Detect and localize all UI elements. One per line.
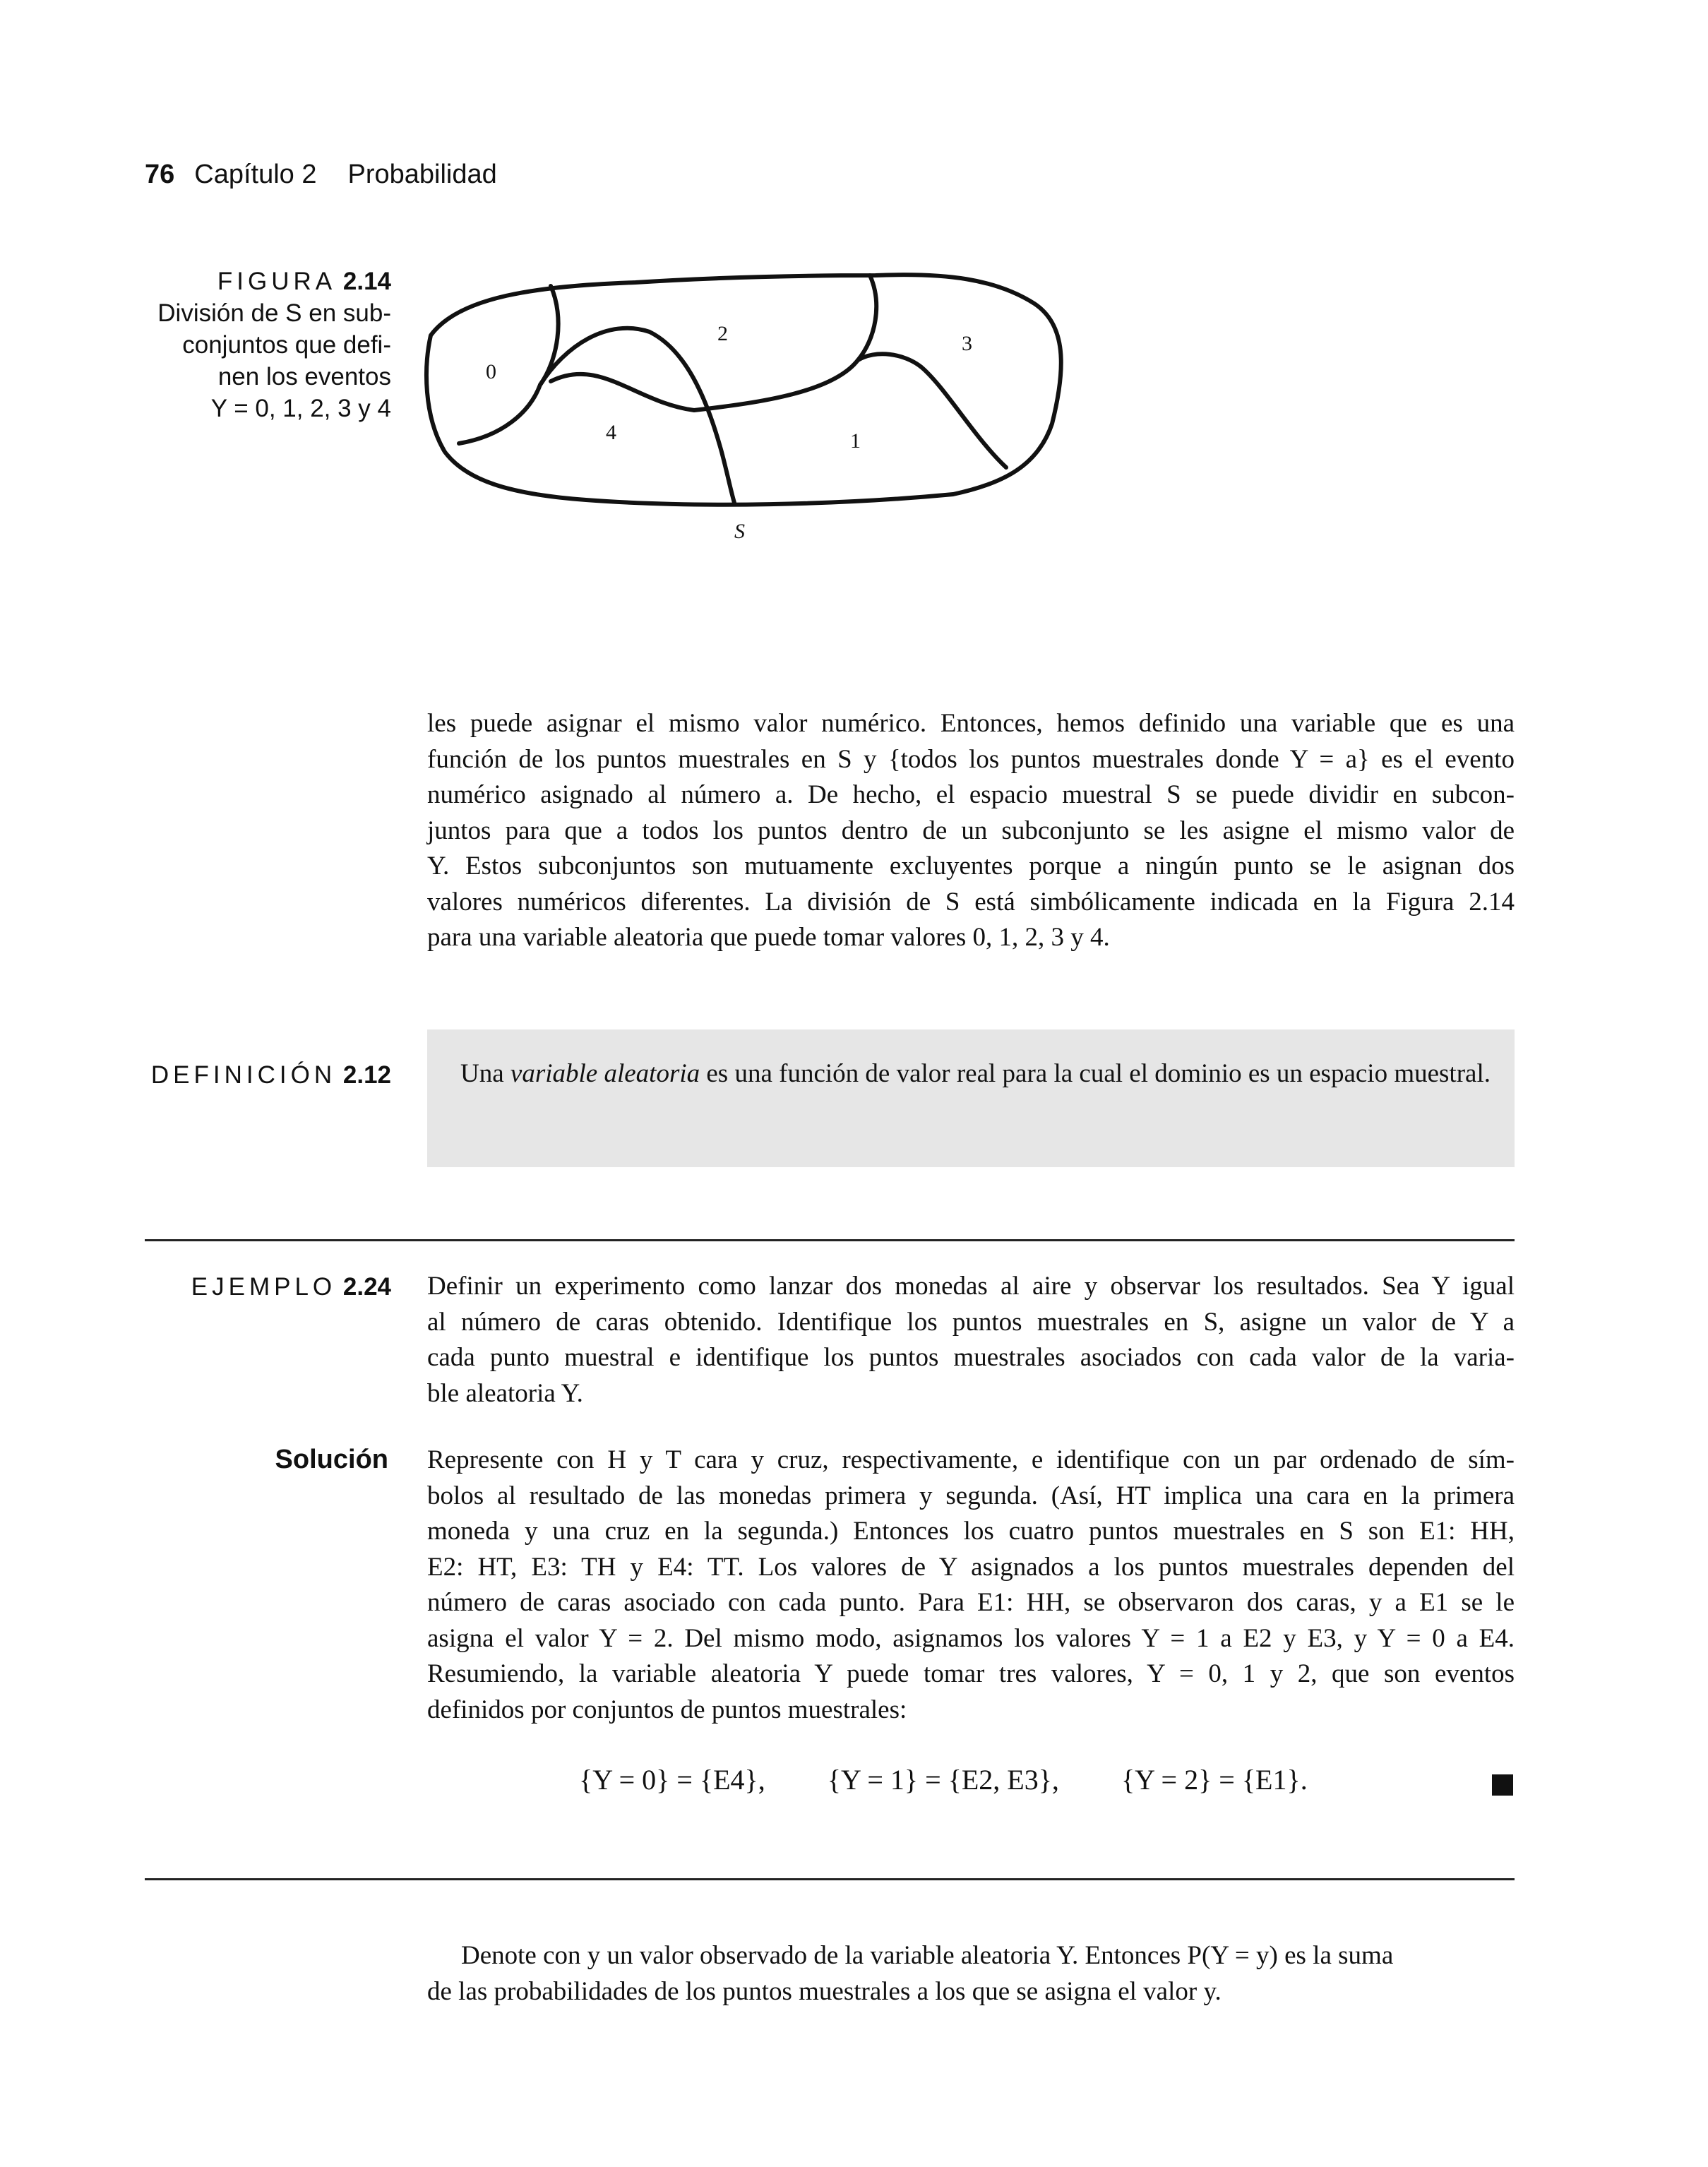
chapter-title: Probabilidad (347, 160, 497, 189)
text-line: moneda y una cruz en la segunda.) Entonces los cuatro puntos muestrales en S son E1: HH, (427, 1517, 1515, 1546)
region-label: 1 (850, 429, 861, 453)
text-line: valores numéricos diferentes. La división de S está simbólicamente indicada en la Figura 2.14 (427, 887, 1515, 917)
text-line: al número de caras obtenido. Identifique los puntos muestrales en S, asigne un valor de Y a (427, 1307, 1515, 1337)
equation: {Y = 1} = {E2, E3}, (827, 1764, 1059, 1796)
chapter-label: Capítulo 2 (194, 160, 317, 189)
boundary-0-4 (459, 286, 559, 443)
solution-label: Solución (275, 1445, 388, 1474)
end-of-proof-square (1492, 1774, 1513, 1796)
equation-line (579, 1763, 1308, 1796)
region-label: 3 (962, 332, 972, 355)
section-rule (145, 1878, 1515, 1880)
caption-line: conjuntos que defi- (182, 331, 391, 359)
text-line: para una variable aleatoria que puede tomar valores 0, 1, 2, 3 y 4. (427, 923, 1110, 952)
text-line: E2: HT, E3: TH y E4: TT. Los valores de Y asignados a los puntos muestrales dependen del (427, 1552, 1515, 1582)
definition-label: DEFINICIÓN 2.12 (150, 1061, 391, 1089)
caption-line: Y = 0, 1, 2, 3 y 4 (210, 395, 391, 422)
text-line: ble aleatoria Y. (427, 1378, 583, 1408)
text-line: Definir un experimento como lanzar dos monedas al aire y observar los resultados. Sea Y igual (427, 1272, 1515, 1301)
text-line: juntos para que a todos los puntos dentro de un subconjunto se les asigne el mismo valor de (427, 816, 1515, 845)
text-line: Represente con H y T cara y cruz, respectivamente, e identifique con un par ordenado de sím- (427, 1445, 1515, 1474)
figure-label: FIGURA 2.14 (217, 268, 391, 295)
region-label: 4 (606, 421, 616, 444)
paragraph (427, 1938, 1515, 2010)
text-line: de las probabilidades de los puntos muestrales a los que se asigna el valor y. (427, 1976, 1222, 2006)
solution-text (427, 1443, 1515, 1728)
text-line: cada punto muestral e identifique los puntos muestrales asociados con cada valor de la varia- (427, 1343, 1515, 1372)
page-number: 76 (145, 160, 175, 189)
example-text (427, 1269, 1515, 1411)
text-line: numérico asignado al número a. De hecho, el espacio muestral S se puede dividir en subcon- (427, 780, 1515, 809)
equation: {Y = 0} = {E4}, (579, 1764, 765, 1796)
term-italic: variable aleatoria (510, 1059, 700, 1088)
equation: {Y = 2} = {E1}. (1121, 1764, 1308, 1796)
definition-box (427, 1029, 1515, 1167)
caption-line: nen los eventos (217, 363, 391, 390)
region-label: 2 (717, 322, 728, 345)
outer-boundary (426, 275, 1061, 505)
text-line: definidos por conjuntos de puntos muestrales: (427, 1695, 907, 1724)
text-line: número de caras asociado con cada punto. Para E1: HH, se observaron dos caras, y a E1 se le (427, 1588, 1515, 1617)
boundary-1-3 (858, 354, 1006, 467)
caption-line: División de S en sub- (157, 299, 391, 327)
text-line: función de los puntos muestrales en S y {todos los puntos muestrales donde Y = a} es el evento (427, 744, 1515, 774)
definition-text: Una variable aleatoria es una función de valor real para la cual el dominio es un espacio muestral. (460, 1059, 1491, 1088)
text-line: les puede asignar el mismo valor numérico. Entonces, hemos definido una variable que es una (427, 709, 1515, 738)
text-line: Y. Estos subconjuntos son mutuamente excluyentes porque a ningún punto se le asignan dos (427, 852, 1515, 880)
text-line: Resumiendo, la variable aleatoria Y puede tomar tres valores, Y = 0, 1 y 2, que son eventos (427, 1659, 1515, 1688)
paragraph (427, 706, 1515, 956)
region-label: 0 (486, 360, 496, 383)
text-line: Denote con y un valor observado de la variable aleatoria Y. Entonces P(Y = y) es la suma (461, 1941, 1394, 1970)
example-label: EJEMPLO 2.24 (191, 1273, 391, 1301)
boundary-4-2 (540, 328, 734, 503)
set-label: S (734, 520, 745, 543)
partition-diagram (0, 0, 1708, 565)
text-line: asigna el valor Y = 2. Del mismo modo, asignamos los valores Y = 1 a E2 y E3, y Y = 0 a E4. (427, 1623, 1515, 1653)
text-line: bolos al resultado de las monedas primera y segunda. (Así, HT implica una cara en la primera (427, 1481, 1515, 1510)
boundary-2-3 (858, 275, 876, 360)
section-rule (145, 1239, 1515, 1241)
